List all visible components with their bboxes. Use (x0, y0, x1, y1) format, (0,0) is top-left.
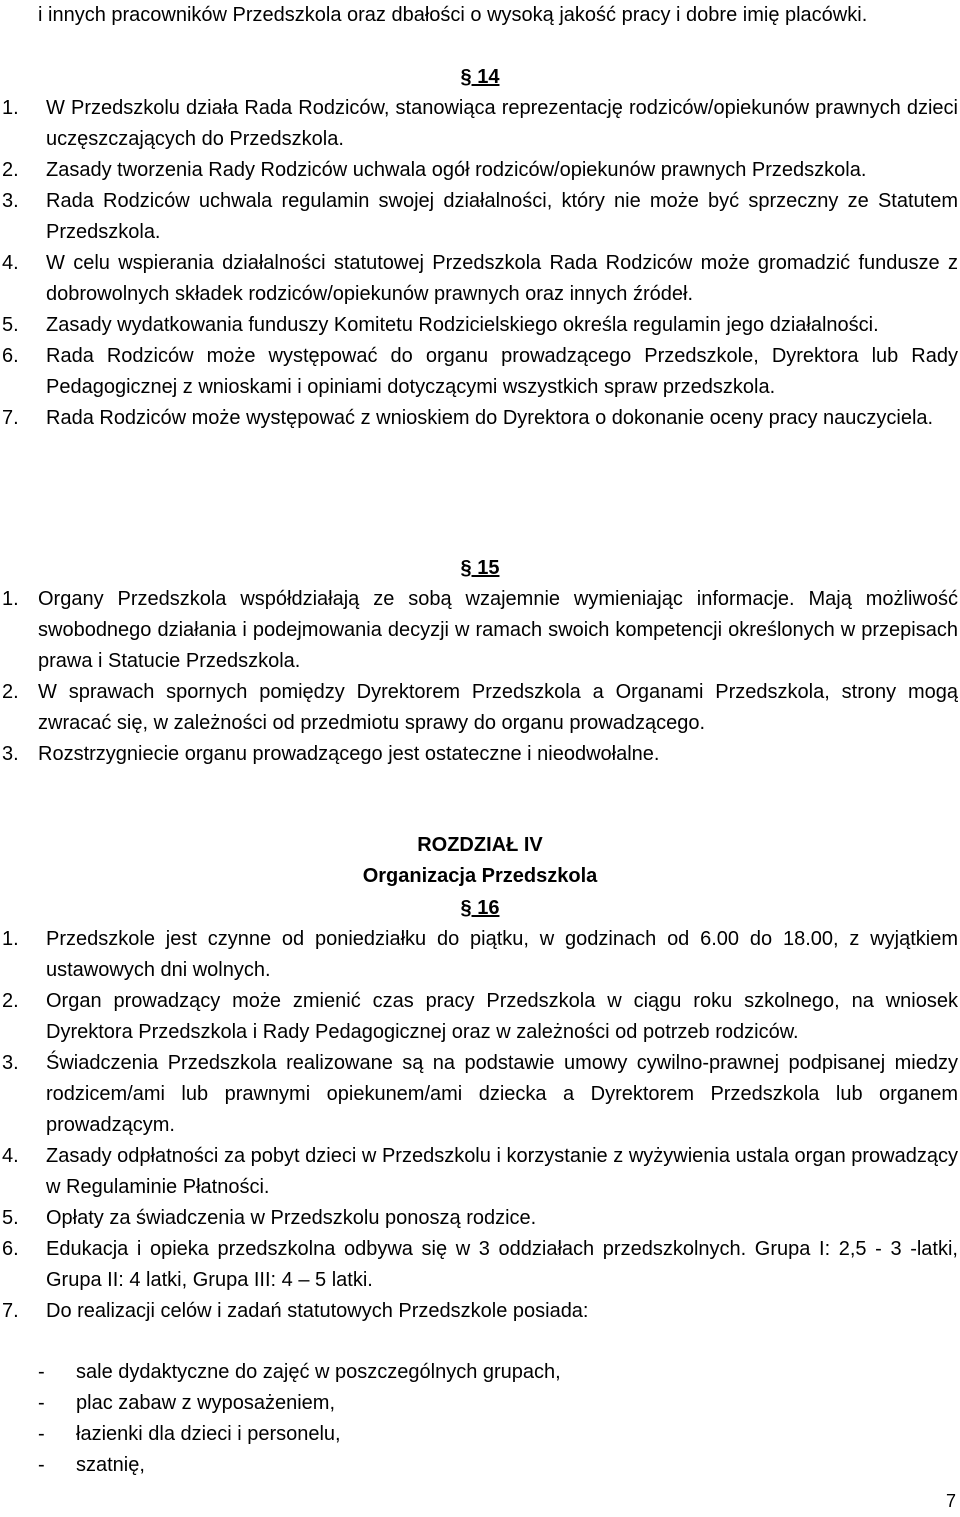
section-16-list (2, 924, 958, 1327)
equipment-list (38, 1357, 738, 1481)
item-number: 5. (2, 314, 19, 336)
chapter-title: ROZDZIAŁ IV (417, 834, 543, 856)
item-text: Opłaty za świadczenia w Przedszkolu ponoszą rodzice. (46, 1207, 537, 1229)
dash-bullet: - (38, 1392, 45, 1414)
list-item (38, 1450, 738, 1481)
dash-bullet: - (38, 1423, 45, 1445)
item-text: Edukacja i opieka przedszkolna odbywa się w 3 oddziałach przedszkolnych. Grupa I: 2,5 - 3 -latki, Grupa II: 4 latki, Grupa III: 4 – 5 latki. (46, 1238, 958, 1291)
list-item (2, 1203, 958, 1234)
section-15-title: § 15 (460, 557, 500, 579)
item-text: Rada Rodziców może występować z wnioskiem do Dyrektora o dokonanie oceny pracy nauczyciela. (46, 407, 934, 429)
item-number: 7. (2, 407, 19, 429)
item-text: Zasady tworzenia Rady Rodziców uchwala ogół rodziców/opiekunów prawnych Przedszkola. (46, 159, 867, 181)
item-number: 2. (2, 990, 19, 1012)
item-number: 1. (2, 588, 19, 610)
item-text: Świadczenia Przedszkola realizowane są na podstawie umowy cywilno-prawnej podpisanej miedzy rodzicem/ami lub prawnymi opiekunem/ami dziecka a Dyrektorem Przedszkola lub organem prowadzącym. (46, 1052, 958, 1136)
item-number: 6. (2, 345, 19, 367)
item-number: 4. (2, 1145, 19, 1167)
section-15-list (2, 584, 958, 770)
item-number: 1. (2, 928, 19, 950)
item-text: Organ prowadzący może zmienić czas pracy Przedszkola w ciągu roku szkolnego, na wniosek Dyrektora Przedszkola i Rady Pedagogicznej oraz w zależności od potrzeb rodziców. (46, 990, 958, 1043)
item-text: Do realizacji celów i zadań statutowych Przedszkole posiada: (46, 1300, 589, 1322)
item-number: 3. (2, 743, 19, 765)
list-item (2, 341, 958, 403)
list-item (2, 1141, 958, 1203)
item-number: 4. (2, 252, 19, 274)
list-item (38, 1357, 738, 1388)
list-item (2, 1048, 958, 1141)
list-item (2, 310, 958, 341)
item-text: Przedszkole jest czynne od poniedziałku do piątku, w godzinach od 6.00 do 18.00, z wyjątkiem ustawowych dni wolnych. (46, 928, 958, 981)
list-item (2, 739, 958, 770)
item-text: Organy Przedszkola współdziałają ze sobą wzajemnie wymieniając informacje. Mają możliwość swobodnego działania i podejmowania decyzji w ramach swoich kompetencji określonych w przepisach prawa i Statucie Przedszkola. (38, 588, 958, 672)
list-item (2, 93, 958, 155)
list-item (2, 584, 958, 677)
item-number: 3. (2, 1052, 19, 1074)
list-item (2, 186, 958, 248)
page-number: 7 (945, 1491, 956, 1511)
list-item (2, 1296, 958, 1327)
item-number: 1. (2, 97, 19, 119)
item-text: sale dydaktyczne do zajęć w poszczególnych grupach, (76, 1361, 561, 1383)
item-text: Rada Rodziców może występować do organu prowadzącego Przedszkole, Dyrektora lub Rady Pedagogicznej z wnioskami i opiniami dotyczącymi wszystkich spraw przedszkola. (46, 345, 958, 398)
item-text: plac zabaw z wyposażeniem, (76, 1392, 336, 1414)
item-text: Rada Rodziców uchwala regulamin swojej działalności, który nie może być sprzeczny ze Statutem Przedszkola. (46, 190, 958, 243)
item-number: 3. (2, 190, 19, 212)
item-text: Zasady odpłatności za pobyt dzieci w Przedszkolu i korzystanie z wyżywienia ustala organ prowadzący w Regulaminie Płatności. (46, 1145, 958, 1198)
intro-paragraph: i innych pracowników Przedszkola oraz dbałości o wysoką jakość pracy i dobre imię placówki. (38, 4, 868, 26)
list-item (2, 986, 958, 1048)
dash-bullet: - (38, 1361, 45, 1383)
item-text: W sprawach spornych pomiędzy Dyrektorem Przedszkola a Organami Przedszkola, strony mogą zwracać się, w zależności od przedmiotu sprawy do organu prowadzącego. (38, 681, 958, 734)
list-item (2, 155, 958, 186)
list-item (38, 1388, 738, 1419)
list-item (2, 248, 958, 310)
dash-bullet: - (38, 1454, 45, 1476)
item-number: 5. (2, 1207, 19, 1229)
item-number: 2. (2, 681, 19, 703)
item-text: W celu wspierania działalności statutowej Przedszkola Rada Rodziców może gromadzić fundusze z dobrowolnych składek rodziców/opiekunów prawnych oraz innych źródeł. (46, 252, 958, 305)
item-text: szatnię, (76, 1454, 145, 1476)
item-number: 2. (2, 159, 19, 181)
item-text: Rozstrzygniecie organu prowadzącego jest ostateczne i nieodwołalne. (38, 743, 660, 765)
section-14-title: § 14 (460, 66, 500, 88)
item-text: W Przedszkolu działa Rada Rodziców, stanowiąca reprezentację rodziców/opiekunów prawnych dzieci uczęszczających do Przedszkola. (46, 97, 958, 150)
list-item (2, 403, 958, 434)
list-item (2, 924, 958, 986)
chapter-subtitle: Organizacja Przedszkola (362, 865, 598, 887)
list-item (2, 677, 958, 739)
section-14-list (2, 93, 958, 434)
section-16-title: § 16 (460, 897, 500, 919)
item-number: 6. (2, 1238, 19, 1260)
list-item (38, 1419, 738, 1450)
item-number: 7. (2, 1300, 19, 1322)
item-text: łazienki dla dzieci i personelu, (76, 1423, 341, 1445)
list-item (2, 1234, 958, 1296)
item-text: Zasady wydatkowania funduszy Komitetu Rodzicielskiego określa regulamin jego działalności. (46, 314, 879, 336)
